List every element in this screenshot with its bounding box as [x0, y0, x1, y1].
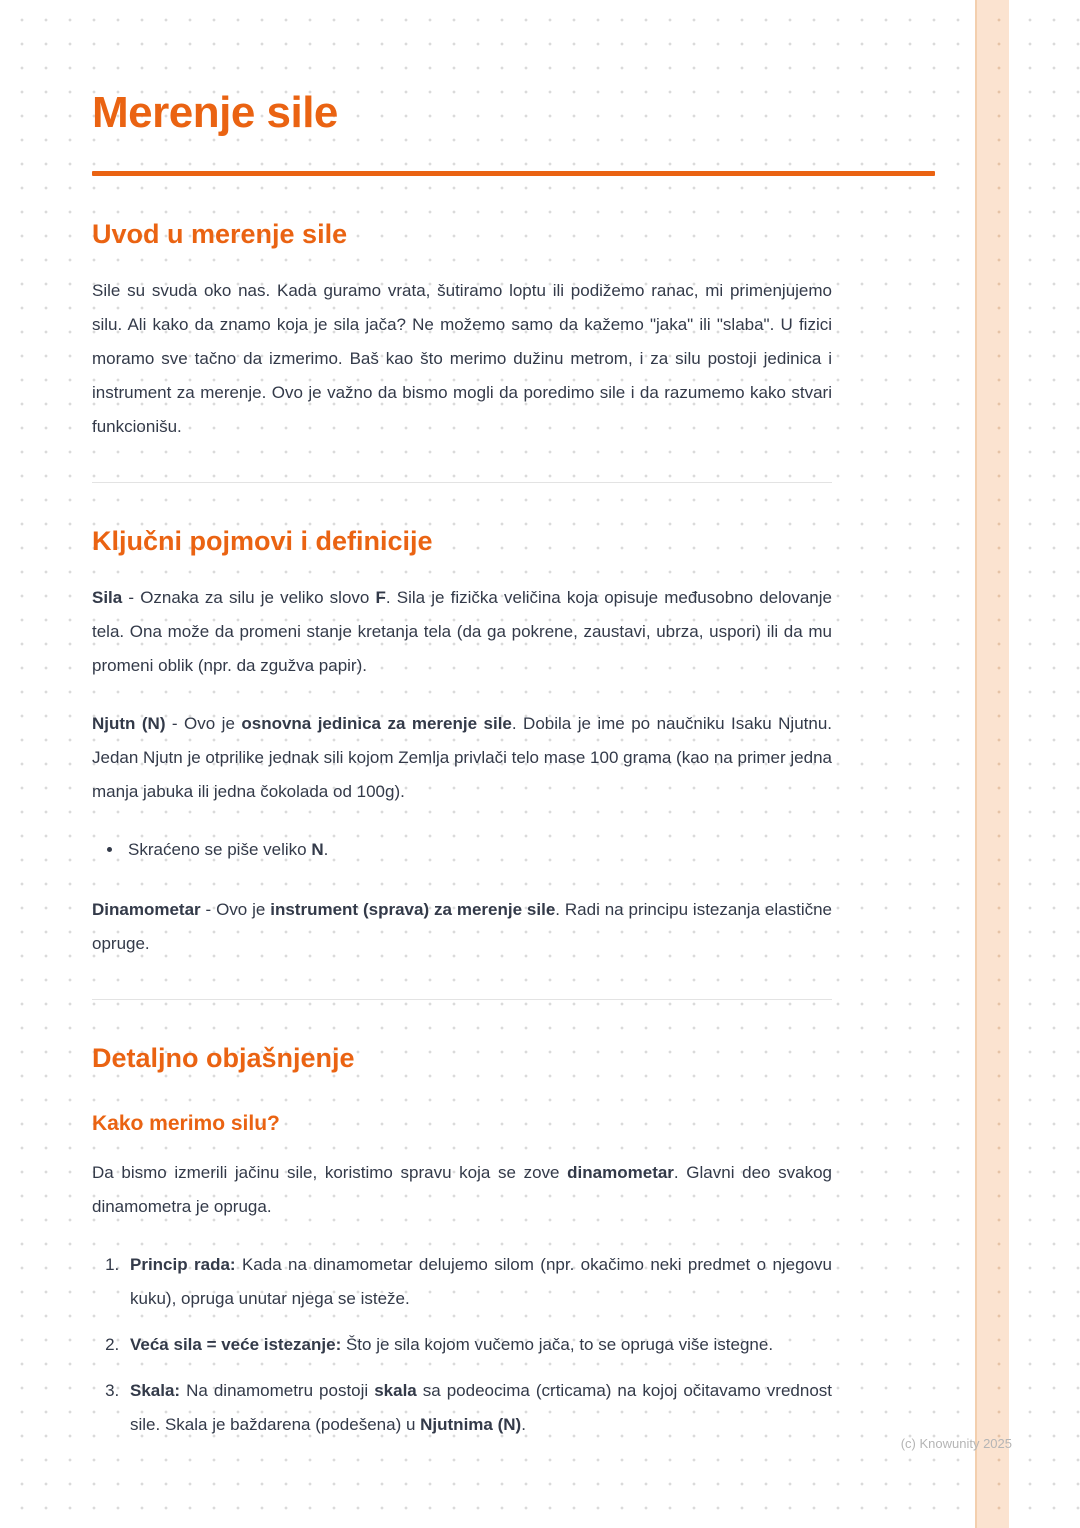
list-item-princip: 1. Princip rada: Kada na dinamometar delujemo silom (npr. okačimo neki predmet o njegovu kuku), opruga unutar njega se isteže.: [124, 1248, 832, 1316]
list-item-veca-sila: 2. Veća sila = veće istezanje: Što je sila kojom vučemo jača, to se opruga više istegne.: [124, 1328, 832, 1362]
section-heading-pojmovi: Ključni pojmovi i definicije: [92, 525, 433, 556]
list-item-skraceno: • Skraćeno se piše veliko N.: [124, 833, 832, 867]
section-detaljno: [92, 1042, 832, 1442]
section-heading-detaljno: Detaljno objašnjenje: [92, 1043, 355, 1074]
paragraph-dinamometar: Dinamometar - Ovo je instrument (sprava) za merenje sile. Radi na principu istezanja elastične opruge.: [92, 900, 833, 954]
right-margin-band: [975, 0, 1009, 1528]
section-pojmovi: [92, 525, 832, 961]
paragraph-uvod: Sile su svuda oko nas. Kada guramo vrata, šutiramo loptu ili podižemo ranac, mi primenjujemo silu. Ali kako da znamo koja je sila jača? Ne možemo samo da kažemo "jaka" ili "slaba". U fizici moramo sve tačno da izmerimo. Baš kao što merimo dužinu metrom, i za silu postoji jedinica i instrument za merenje. Ovo je važno da bismo mogli da poredimo sile i da razumemo kako stvari funkcionišu.: [92, 280, 832, 436]
paragraph-njutn: Njutn (N) - Ovo je osnovna jedinica za merenje sile. Dobila je ime po naučniku Isaku Njutnu. Jedan Njutn je otprilike jednak sili kojom Zemlja privlači telo mase 100 grama (kao na primer jedna manja jabuka ili jedna čokolada od 100g).: [92, 714, 833, 802]
page-title: Merenje sile: [92, 88, 338, 137]
title-underline: [92, 171, 935, 176]
list-item-skala: 3. Skala: Na dinamometru postoji skala sa podeocima (crticama) na kojoj očitavamo vrednost sile. Skala je baždarena (podešena) u Njutnima (N).: [124, 1374, 832, 1442]
numbered-list: [92, 1248, 832, 1442]
paragraph-kako: Da bismo izmerili jačinu sile, koristimo spravu koja se zove dinamometar. Glavni deo svakog dinamometra je opruga.: [92, 1162, 832, 1216]
section-divider: [92, 999, 832, 1000]
section-divider: [92, 482, 832, 483]
section-heading-uvod: Uvod u merenje sile: [92, 218, 348, 249]
page-content: [92, 88, 832, 1454]
subsection-heading-kako: Kako merimo silu?: [92, 1111, 280, 1135]
copyright-watermark: (c) Knowunity 2025: [900, 1436, 1012, 1451]
section-uvod: [92, 218, 832, 444]
bullet-list: [92, 833, 832, 867]
paragraph-sila: Sila - Oznaka za silu je veliko slovo F. Sila je fizička veličina koja opisuje međusobno delovanje tela. Ona može da promeni stanje kretanja tela (da ga pokrene, zaustavi, ubrza, uspori) ili da mu promeni oblik (npr. da zgužva papir).: [92, 588, 832, 676]
